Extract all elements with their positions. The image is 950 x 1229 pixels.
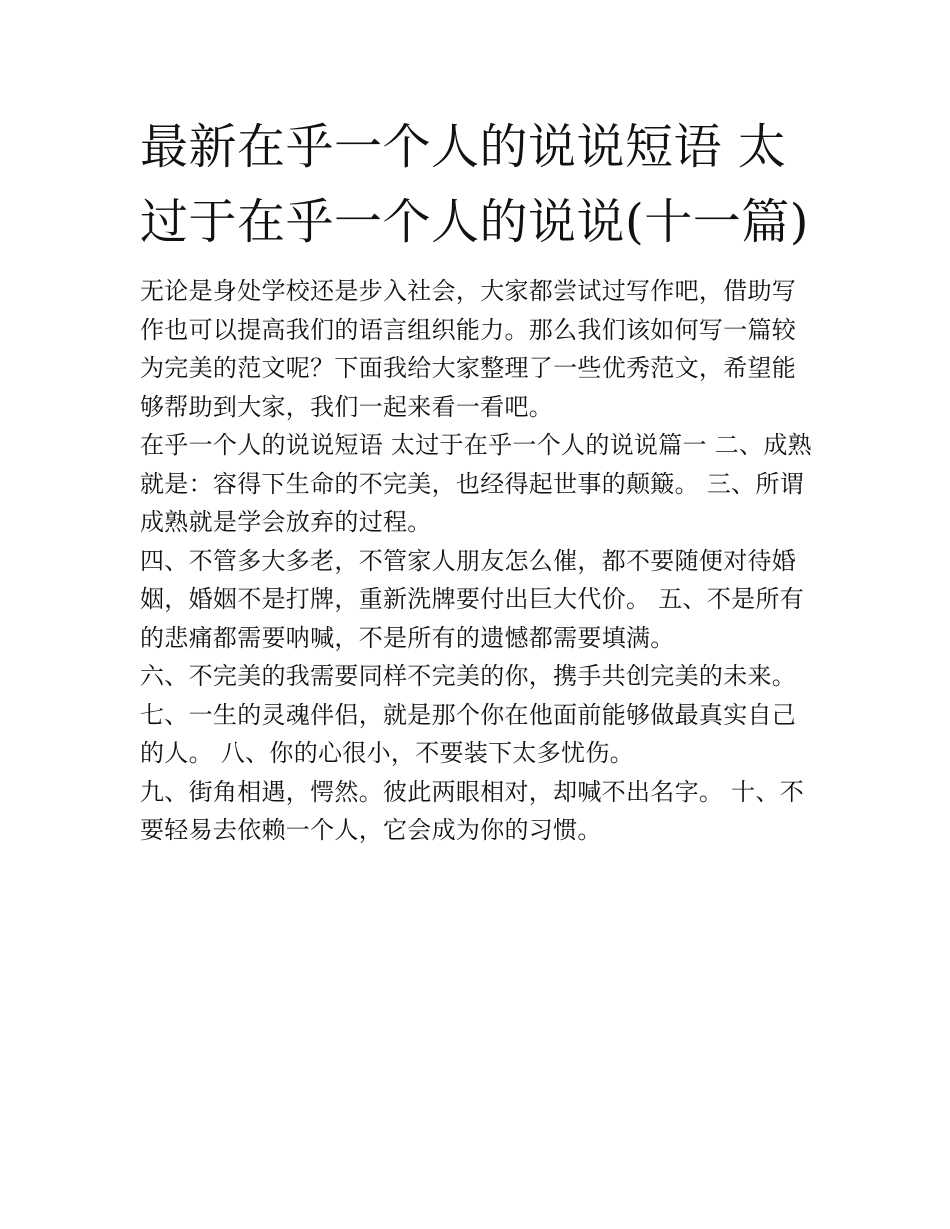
paragraph-1: 在乎一个人的说说短语 太过于在乎一个人的说说篇一 二、成熟就是：容得下生命的不完美，也经得起世事的颠簸。 三、所谓成熟就是学会放弃的过程。: [140, 431, 812, 536]
paragraph-2: 四、不管多大多老，不管家人朋友怎么催，都不要随便对待婚姻，婚姻不是打牌，重新洗牌要付出巨大代价。 五、不是所有的悲痛都需要呐喊，不是所有的遗憾都需要填满。: [140, 546, 805, 652]
document-title: 最新在乎一个人的说说短语 太过于在乎一个人的说说(十一篇): [140, 119, 809, 250]
document-body: [140, 272, 812, 850]
paragraph-intro: 无论是身处学校还是步入社会，大家都尝试过写作吧，借助写作也可以提高我们的语言组织能力。那么我们该如何写一篇较为完美的范文呢？下面我给大家整理了一些优秀范文，希望能够帮助到大家，我们一起来看一看吧。: [140, 277, 797, 421]
paragraph-5: 九、街角相遇，愕然。彼此两眼相对，却喊不出名字。 十、不要轻易去依赖一个人，它会成为你的习惯。: [140, 777, 805, 844]
paragraph-4: 七、一生的灵魂伴侣，就是那个你在他面前能够做最真实自己的人。 八、你的心很小，不要装下太多忧伤。: [140, 700, 797, 767]
document-page: [140, 110, 812, 850]
paragraph-3: 六、不完美的我需要同样不完美的你，携手共创完美的未来。: [140, 662, 797, 690]
